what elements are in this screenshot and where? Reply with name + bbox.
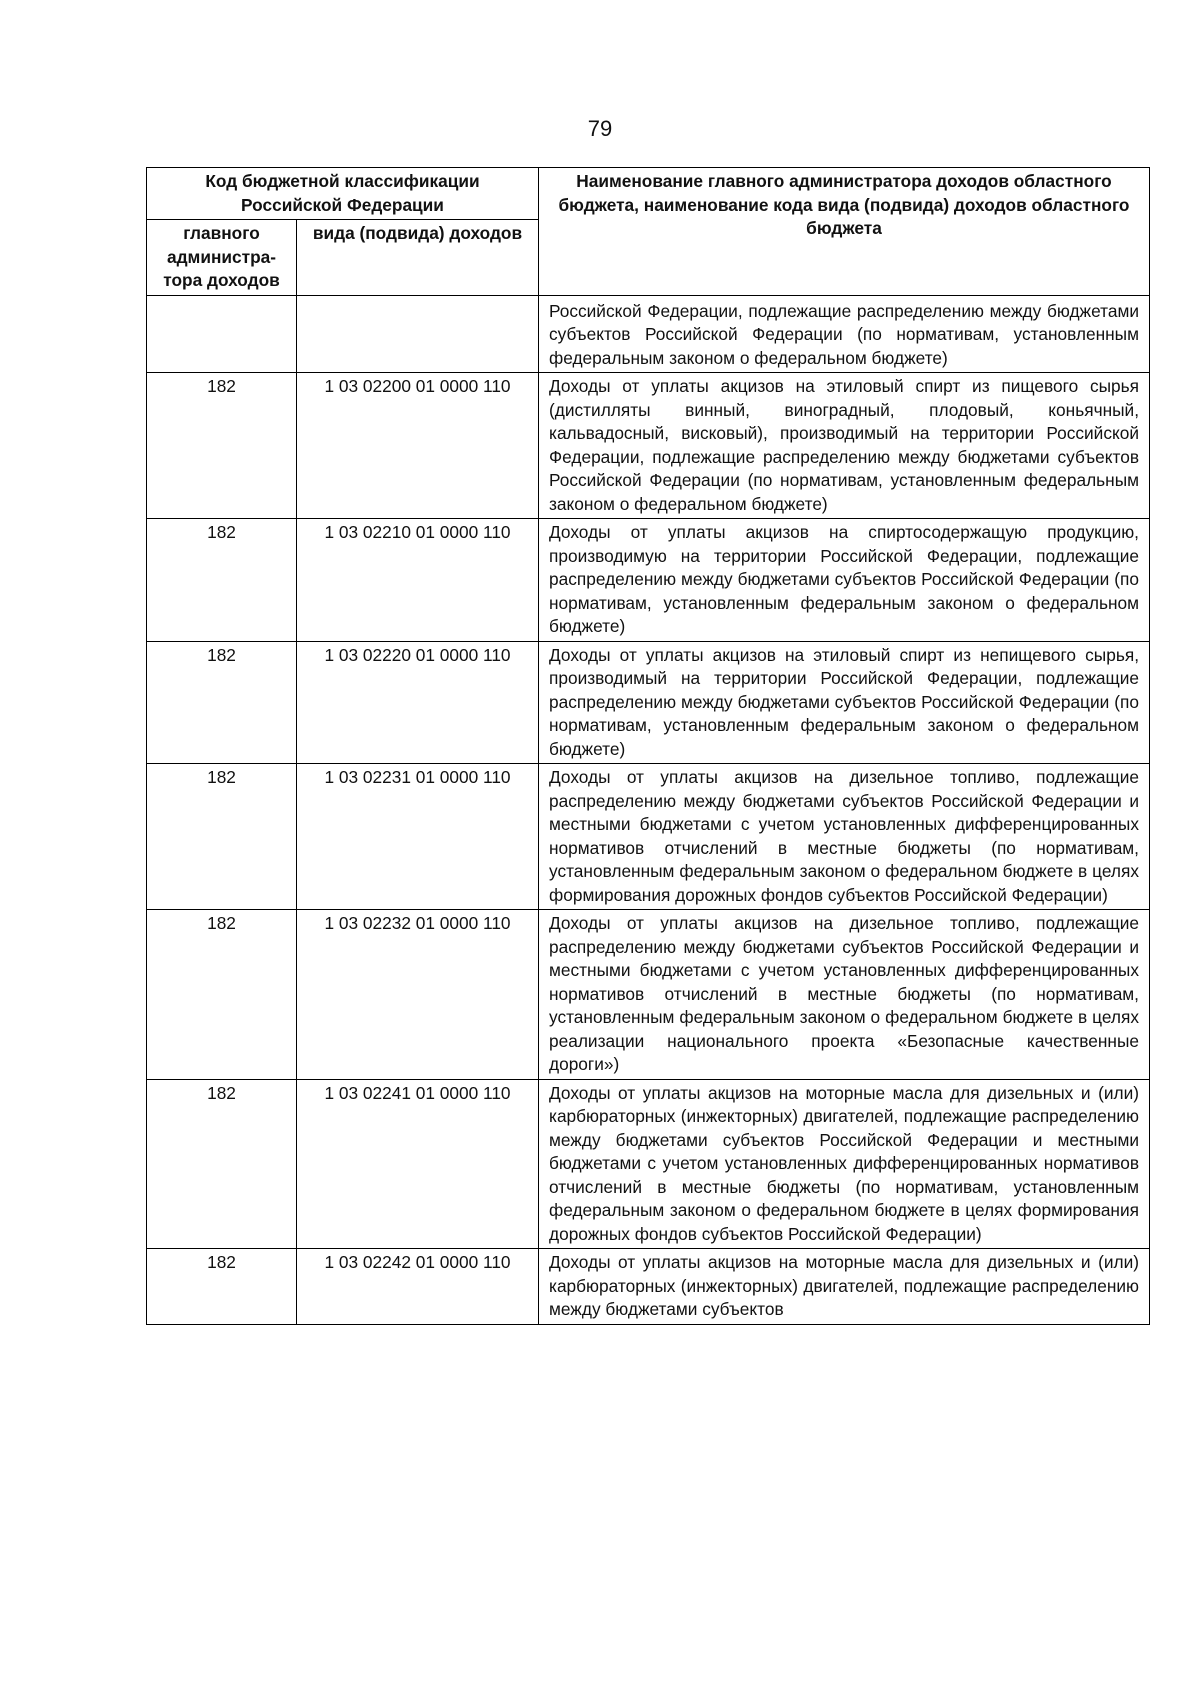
table-row <box>147 764 1150 910</box>
table-row <box>147 519 1150 642</box>
income-code-cell: 1 03 02220 01 0000 110 <box>297 641 539 764</box>
income-description-cell: Доходы от уплаты акцизов на дизельное топливо, подлежащие распределению между бюджетами субъектов Российской Федерации и местными бюджетами с учетом установленных дифференцированных нормативов отчислений в местные бюджеты (по нормативам, установленным федеральным законом о федеральном бюджете в целях формирования дорожных фондов субъектов Российской Федерации) <box>539 764 1150 910</box>
income-description-cell: Доходы от уплаты акцизов на моторные масла для дизельных и (или) карбюраторных (инжекторных) двигателей, подлежащие распределению между бюджетами субъектов Российской Федерации и местными бюджетами с учетом установленных дифференцированных нормативов отчислений в местные бюджеты (по нормативам, установленным федеральным законом о федеральном бюджете в целях формирования дорожных фондов субъектов Российской Федерации) <box>539 1079 1150 1249</box>
income-code-cell: 1 03 02232 01 0000 110 <box>297 910 539 1080</box>
income-description-cell: Доходы от уплаты акцизов на моторные масла для дизельных и (или) карбюраторных (инжекторных) двигателей, подлежащие распределению между бюджетами субъектов <box>539 1249 1150 1325</box>
admin-code-cell: 182 <box>147 519 297 642</box>
income-code-cell: 1 03 02200 01 0000 110 <box>297 373 539 519</box>
admin-code-cell: 182 <box>147 1249 297 1325</box>
income-code-cell: 1 03 02231 01 0000 110 <box>297 764 539 910</box>
income-code-cell: 1 03 02210 01 0000 110 <box>297 519 539 642</box>
income-description-cell: Доходы от уплаты акцизов на спиртосодержащую продукцию, производимую на территории Российской Федерации, подлежащие распределению между бюджетами субъектов Российской Федерации (по нормативам, установленным федеральным законом о федеральном бюджете) <box>539 519 1150 642</box>
header-classification-code: Код бюджетной классификации Российской Федерации <box>147 168 539 220</box>
table-row <box>147 1249 1150 1325</box>
admin-code-cell: 182 <box>147 1079 297 1249</box>
empty-cell <box>147 295 297 373</box>
table-row <box>147 910 1150 1080</box>
table-row <box>147 1079 1150 1249</box>
income-code-cell: 1 03 02241 01 0000 110 <box>297 1079 539 1249</box>
empty-cell <box>297 295 539 373</box>
header-kind-column: вида (подвида) доходов <box>297 220 539 296</box>
income-code-cell: 1 03 02242 01 0000 110 <box>297 1249 539 1325</box>
table-row <box>147 373 1150 519</box>
admin-code-cell: 182 <box>147 764 297 910</box>
page-number: 79 <box>587 116 613 141</box>
header-row-group <box>147 168 1150 220</box>
income-description-cell: Доходы от уплаты акцизов на дизельное топливо, подлежащие распределению между бюджетами субъектов Российской Федерации и местными бюджетами с учетом установленных дифференцированных нормативов отчислений в местные бюджеты (по нормативам, установленным федеральным законом о федеральном бюджете в целях реализации национального проекта «Безопасные качественные дороги») <box>539 910 1150 1080</box>
table-row <box>147 641 1150 764</box>
continuation-row <box>147 295 1150 373</box>
header-name-column: Наименование главного администратора доходов областного бюджета, наименование кода вида (подвида) доходов областного бюджета <box>539 168 1150 296</box>
income-description-cell: Доходы от уплаты акцизов на этиловый спирт из непищевого сырья, производимый на территории Российской Федерации, подлежащие распределению между бюджетами субъектов Российской Федерации (по нормативам, установленным федеральным законом о федеральном бюджете) <box>539 641 1150 764</box>
header-admin-column: главного администра-тора доходов <box>147 220 297 296</box>
budget-classification-table <box>146 167 1150 1325</box>
income-description-cell: Доходы от уплаты акцизов на этиловый спирт из пищевого сырья (дистилляты винный, виноградный, плодовый, коньячный, кальвадосный, висковый), производимый на территории Российской Федерации, подлежащие распределению между бюджетами субъектов Российской Федерации (по нормативам, установленным федеральным законом о федеральном бюджете) <box>539 373 1150 519</box>
continuation-text: Российской Федерации, подлежащие распределению между бюджетами субъектов Российской Федерации (по нормативам, установленным федеральным законом о федеральном бюджете) <box>539 295 1150 373</box>
admin-code-cell: 182 <box>147 641 297 764</box>
admin-code-cell: 182 <box>147 373 297 519</box>
admin-code-cell: 182 <box>147 910 297 1080</box>
